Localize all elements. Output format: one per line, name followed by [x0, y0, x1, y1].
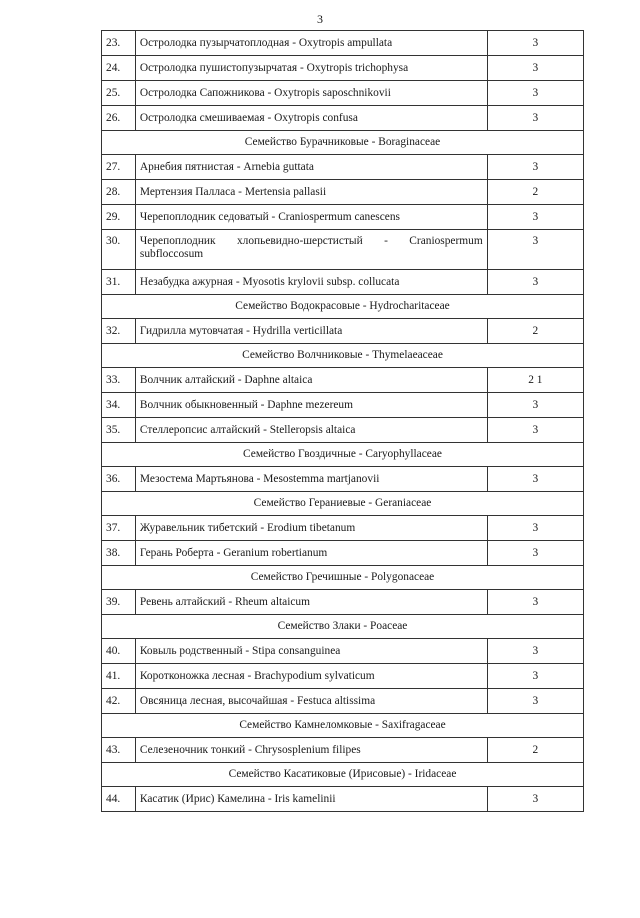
species-row [102, 106, 584, 131]
species-row [102, 56, 584, 81]
rarity-category: 3 [487, 270, 583, 295]
species-row [102, 738, 584, 763]
species-name: Мезостема Мартьянова - Mesostemma martjanovii [139, 472, 380, 485]
species-name: Овсяница лесная, высочайшая - Festuca altissima [139, 694, 376, 707]
species-number: 38. [102, 541, 136, 566]
family-header-row [102, 131, 584, 155]
species-number: 35. [102, 418, 136, 443]
species-name: Ковыль родственный - Stipa consanguinea [139, 644, 341, 657]
species-number: 33. [102, 368, 136, 393]
species-name: Волчник алтайский - Daphne altaica [139, 373, 313, 386]
species-name: Касатик (Ирис) Камелина - Iris kamelinii [139, 792, 336, 805]
species-row [102, 787, 584, 812]
species-row [102, 319, 584, 344]
species-number: 40. [102, 639, 136, 664]
species-row [102, 664, 584, 689]
rarity-category: 3 [487, 541, 583, 566]
species-row [102, 230, 584, 270]
species-row [102, 155, 584, 180]
species-name: Черепоплодник седоватый - Craniospermum canescens [139, 210, 400, 223]
rarity-category: 3 [487, 106, 583, 131]
species-number: 26. [102, 106, 136, 131]
species-name-cell [135, 155, 487, 180]
rarity-category: 3 [487, 81, 583, 106]
species-number: 28. [102, 180, 136, 205]
species-number: 42. [102, 689, 136, 714]
species-number: 25. [102, 81, 136, 106]
species-name-cell [135, 270, 487, 295]
species-name: Арнебия пятнистая - Arnebia guttata [139, 160, 314, 173]
species-name-cell [135, 31, 487, 56]
species-name-cell [135, 230, 487, 270]
species-row [102, 516, 584, 541]
species-number: 24. [102, 56, 136, 81]
species-name: Ревень алтайский - Rheum altaicum [139, 595, 310, 608]
family-header-row [102, 492, 584, 516]
rarity-category: 3 [487, 590, 583, 615]
species-number: 29. [102, 205, 136, 230]
family-name: Семейство Камнеломковые - Saxifragaceae [102, 714, 584, 738]
rarity-category: 2 [487, 180, 583, 205]
rarity-category: 3 [487, 393, 583, 418]
species-name: Селезеночник тонкий - Chrysosplenium filipes [139, 743, 361, 756]
species-row [102, 31, 584, 56]
table-body [102, 31, 584, 812]
rarity-category: 3 [487, 516, 583, 541]
rarity-category: 2 [487, 738, 583, 763]
species-name-cell [135, 180, 487, 205]
species-number: 37. [102, 516, 136, 541]
species-name-cell [135, 516, 487, 541]
species-number: 43. [102, 738, 136, 763]
family-name: Семейство Злаки - Poaceae [102, 615, 584, 639]
rarity-category: 2 [487, 319, 583, 344]
species-number: 27. [102, 155, 136, 180]
species-row [102, 205, 584, 230]
rarity-category: 3 [487, 31, 583, 56]
species-row [102, 270, 584, 295]
species-row [102, 639, 584, 664]
species-name-cell [135, 787, 487, 812]
species-name: Мертензия Палласа - Mertensia pallasii [139, 185, 327, 198]
species-name: Журавельник тибетский - Erodium tibetanum [139, 521, 356, 534]
family-header-row [102, 295, 584, 319]
species-name-cell [135, 319, 487, 344]
species-name-cell [135, 467, 487, 492]
family-header-row [102, 344, 584, 368]
family-header-row [102, 615, 584, 639]
rarity-category: 3 [487, 155, 583, 180]
family-name: Семейство Касатиковые (Ирисовые) - Iridaceae [102, 763, 584, 787]
species-name-cell [135, 56, 487, 81]
red-book-species-table [101, 30, 584, 812]
species-name: Остролодка пушистопузырчатая - Oxytropis trichophysa [139, 61, 409, 74]
species-number: 23. [102, 31, 136, 56]
species-number: 34. [102, 393, 136, 418]
species-row [102, 541, 584, 566]
family-name: Семейство Волчниковые - Thymelaeaceae [102, 344, 584, 368]
rarity-category: 3 [487, 230, 583, 270]
family-header-row [102, 714, 584, 738]
species-name: Незабудка ажурная - Myosotis krylovii subsp. collucata [139, 275, 400, 288]
species-name: Остролодка пузырчатоплодная - Oxytropis ampullata [139, 36, 393, 49]
species-name-cell [135, 639, 487, 664]
species-number: 36. [102, 467, 136, 492]
species-row [102, 393, 584, 418]
rarity-category: 3 [487, 56, 583, 81]
family-name: Семейство Водокрасовые - Hydrocharitaceae [102, 295, 584, 319]
rarity-category: 3 [487, 787, 583, 812]
species-row [102, 467, 584, 492]
species-name: Волчник обыкновенный - Daphne mezereum [139, 398, 353, 411]
family-name: Семейство Бурачниковые - Boraginaceae [102, 131, 584, 155]
rarity-category: 3 [487, 205, 583, 230]
species-name-cell [135, 664, 487, 689]
species-name: Гидрилла мутовчатая - Hydrilla verticillata [139, 324, 343, 337]
species-number: 30. [102, 230, 136, 270]
species-number: 44. [102, 787, 136, 812]
rarity-category: 3 [487, 639, 583, 664]
species-name: Черепоплодник хлопьевидно-шерстистый - Craniospermum subfloccosum [139, 235, 483, 260]
species-name-cell [135, 418, 487, 443]
family-name: Семейство Гераниевые - Geraniaceae [102, 492, 584, 516]
rarity-category: 3 [487, 664, 583, 689]
species-name-cell [135, 689, 487, 714]
species-number: 31. [102, 270, 136, 295]
species-name: Герань Роберта - Geranium robertianum [139, 546, 328, 559]
species-name-cell [135, 738, 487, 763]
family-header-row [102, 763, 584, 787]
species-name-cell [135, 368, 487, 393]
species-name-cell [135, 205, 487, 230]
family-header-row [102, 443, 584, 467]
rarity-category: 3 [487, 689, 583, 714]
species-name: Остролодка смешиваемая - Oxytropis confusa [139, 111, 358, 124]
family-name: Семейство Гвоздичные - Caryophyllaceae [102, 443, 584, 467]
species-name-cell [135, 106, 487, 131]
species-name: Коротконожка лесная - Brachypodium sylvaticum [139, 669, 375, 682]
species-row [102, 81, 584, 106]
species-name-cell [135, 393, 487, 418]
species-name-cell [135, 541, 487, 566]
rarity-category: 3 [487, 418, 583, 443]
species-row [102, 689, 584, 714]
species-row [102, 590, 584, 615]
species-name: Остролодка Сапожникова - Oxytropis saposchnikovii [139, 86, 391, 99]
species-row [102, 368, 584, 393]
species-number: 39. [102, 590, 136, 615]
species-row [102, 180, 584, 205]
species-name-cell [135, 81, 487, 106]
species-name-cell [135, 590, 487, 615]
rarity-category: 3 [487, 467, 583, 492]
page-number: 3 [317, 12, 323, 26]
species-name: Стеллеропсис алтайский - Stelleropsis altaica [139, 423, 356, 436]
species-number: 32. [102, 319, 136, 344]
family-name: Семейство Гречишные - Polygonaceae [102, 566, 584, 590]
rarity-category: 2 1 [487, 368, 583, 393]
species-row [102, 418, 584, 443]
family-header-row [102, 566, 584, 590]
species-number: 41. [102, 664, 136, 689]
